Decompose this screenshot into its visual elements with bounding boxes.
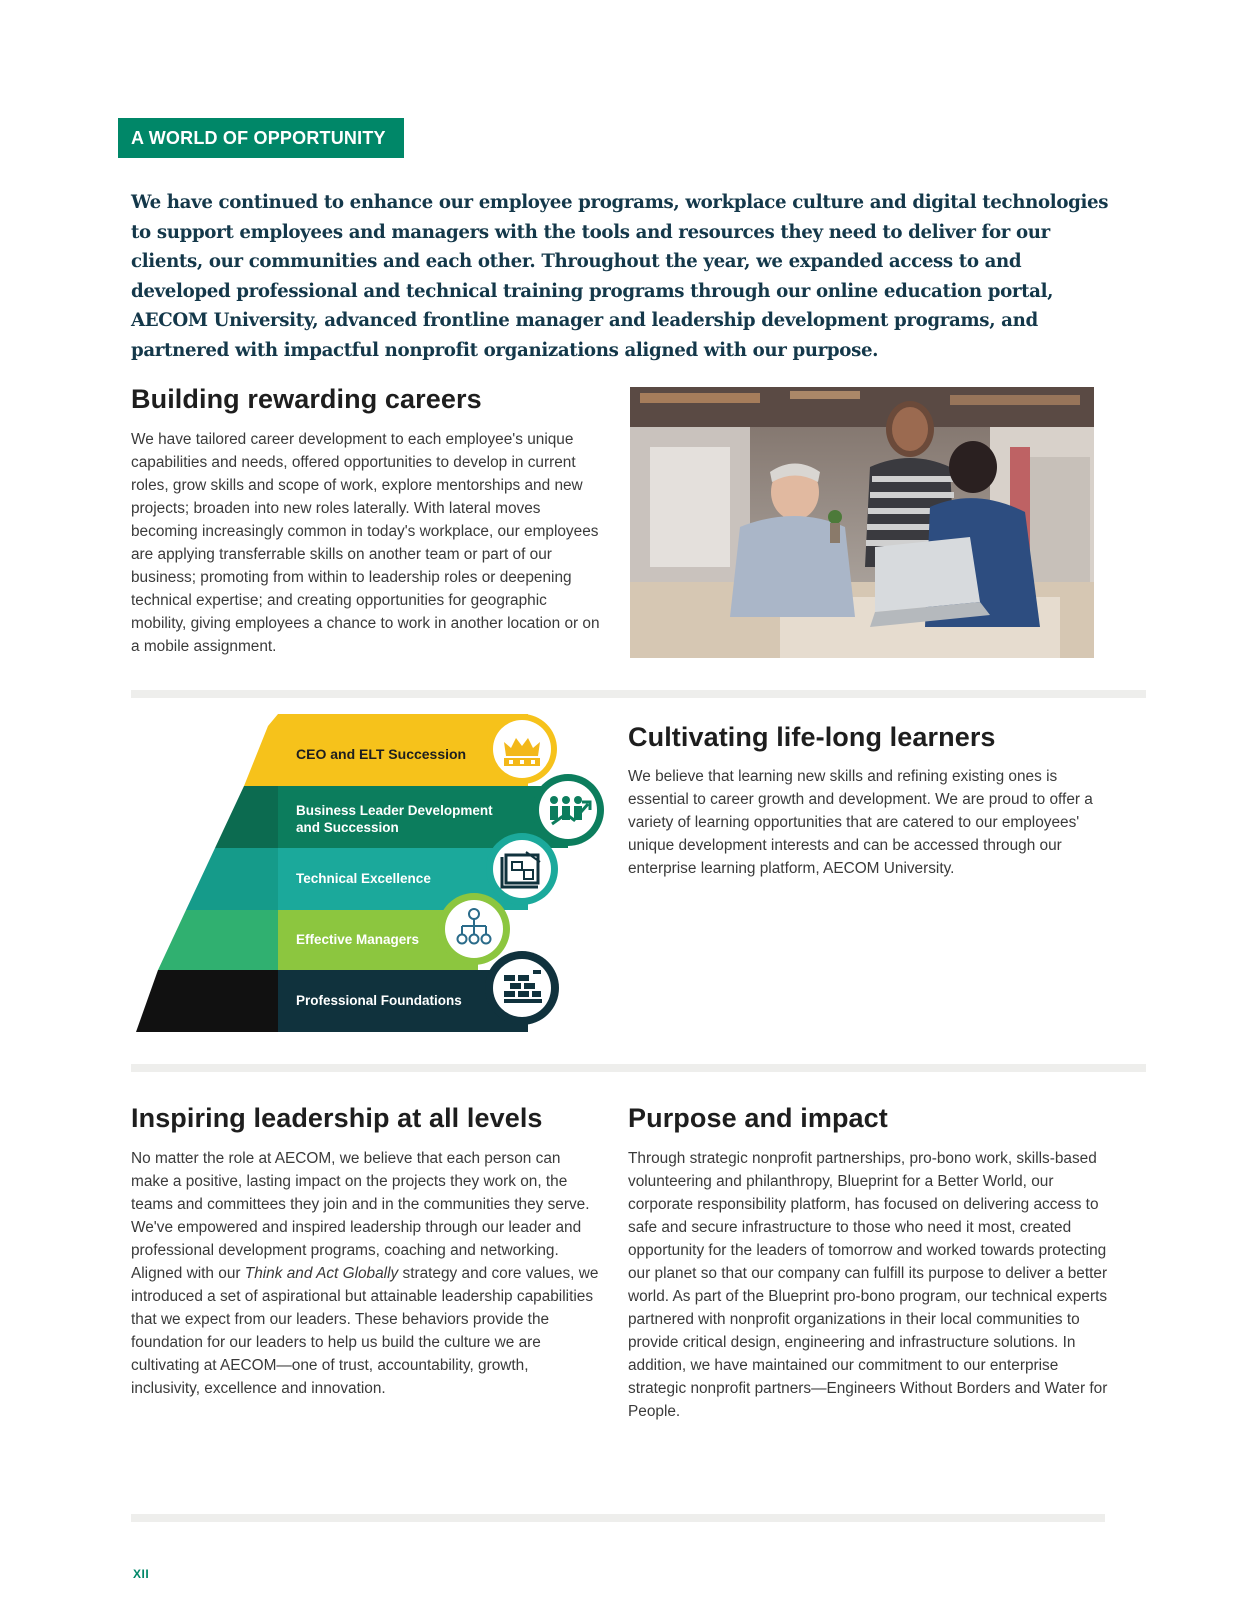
pyramid-label-managers: Effective Managers bbox=[296, 932, 420, 947]
leadership-heading: Inspiring leadership at all levels bbox=[131, 1103, 543, 1133]
careers-heading: Building rewarding careers bbox=[131, 384, 482, 414]
footer-divider bbox=[131, 1514, 1105, 1522]
blueprint-icon bbox=[486, 833, 558, 905]
section-tag: A WORLD OF OPPORTUNITY bbox=[118, 118, 404, 158]
org-chart-icon bbox=[438, 893, 510, 965]
careers-body: We have tailored career development to each employee's unique capabilities and needs, offered opportunities to develop in current roles, grow skills and scope of work, explore mentorships and new projects; broaden into new roles laterally. With lateral moves becoming increasingly common in today's workplace, our employees are applying transferrable skills on another team or part of our business; promoting from within to leadership roles or deepening technical expertise; and creating opportunities for geographic mobility, giving employees a chance to work in another location or on a mobile assignment. bbox=[131, 431, 600, 655]
section-divider bbox=[131, 1064, 1146, 1072]
leadership-body-part-1: No matter the role at AECOM, we believe that each person can make a positive, lasting impact on the projects they work on, the teams and committees they join and in the communities they serve. We've empowered and inspired leadership through our leader and professional development programs, coaching and networking. Aligned with our bbox=[131, 1150, 590, 1282]
leadership-body bbox=[131, 1147, 601, 1400]
page-number: XII bbox=[133, 1567, 150, 1581]
intro-paragraph: We have continued to enhance our employee programs, workplace culture and digital technologies to support employees and managers with the tools and resources they need to deliver for our clients, our communities and each other. Throughout the year, we expanded access to and developed professional and technical training programs through our online education portal, AECOM University, advanced frontline manager and leadership development programs, and partnered with impactful nonprofit organizations aligned with our purpose. bbox=[131, 192, 1109, 361]
office-meeting-photo bbox=[630, 387, 1094, 658]
learners-body: We believe that learning new skills and refining existing ones is essential to career growth and development. We are proud to offer a variety of learning opportunities that are catered to our employees' unique development interests and can be accessed through our enterprise learning platform, AECOM University. bbox=[628, 768, 1093, 877]
learners-heading: Cultivating life-long learners bbox=[628, 722, 996, 752]
pyramid-label-ceo: CEO and ELT Succession bbox=[296, 746, 467, 762]
leadership-body-part-2: strategy and core values, we introduced a set of aspirational but attainable leadership capabilities that we expect from our leaders. These behaviors provide the foundation for our leaders to help us build the culture we are cultivating at AECOM—one of trust, accountability, growth, inclusivity, excellence and innovation. bbox=[131, 1265, 599, 1397]
team-growth-icon bbox=[532, 774, 604, 846]
pyramid-label-technical: Technical Excellence bbox=[296, 871, 431, 886]
brick-wall-icon bbox=[485, 951, 559, 1025]
crown-icon bbox=[487, 714, 557, 784]
strategy-name: Think and Act Globally bbox=[244, 1265, 399, 1282]
section-divider bbox=[131, 690, 1146, 698]
development-pyramid bbox=[128, 712, 628, 1038]
pyramid-label-business-2: and Succession bbox=[296, 820, 399, 835]
pyramid-label-foundations: Professional Foundations bbox=[296, 993, 462, 1008]
purpose-heading: Purpose and impact bbox=[628, 1103, 888, 1133]
purpose-body: Through strategic nonprofit partnerships, pro-bono work, skills-based volunteering and philanthropy, Blueprint for a Better World, our corporate responsibility platform, has focused on delivering access to safe and secure infrastructure to those who need it most, created opportunity for the leaders of tomorrow and worked towards protecting our planet so that our company can fulfill its purpose to deliver a better world. As part of the Blueprint pro-bono program, our technical experts partnered with nonprofit organizations in their local communities to provide critical design, engineering and infrastructure solutions. In addition, we have maintained our commitment to our enterprise strategic nonprofit partners—Engineers Without Borders and Water for People. bbox=[628, 1150, 1108, 1420]
pyramid-label-business-1: Business Leader Development bbox=[296, 803, 493, 818]
